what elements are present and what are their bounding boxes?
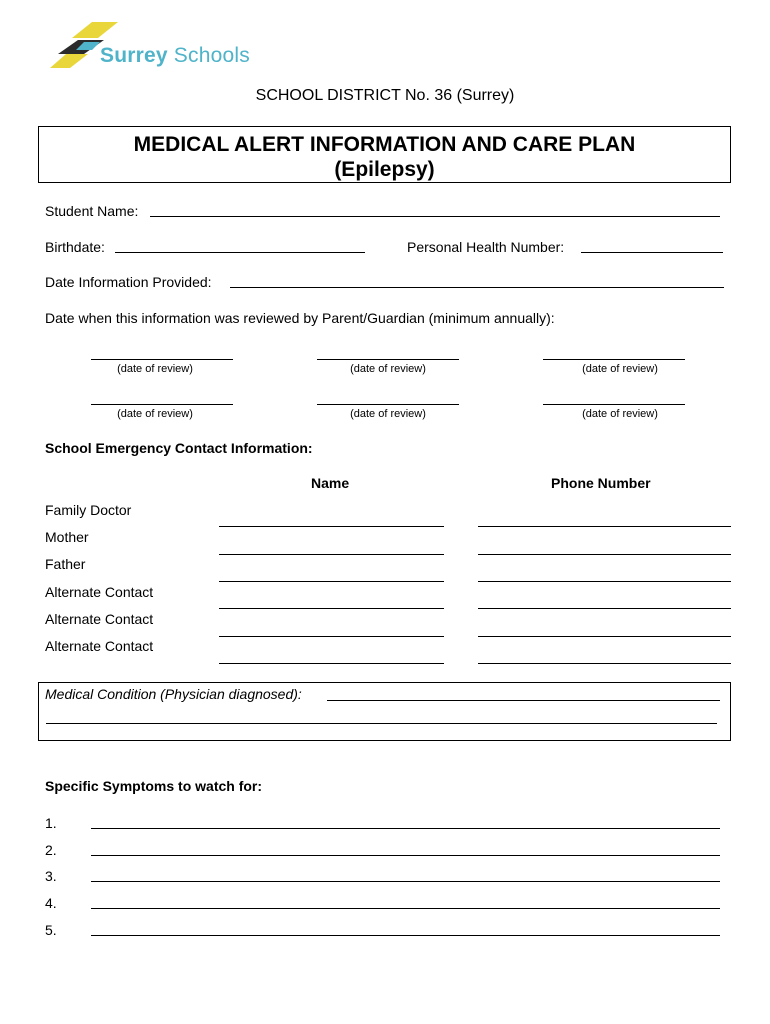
logo-brand-bold: Surrey	[100, 44, 168, 67]
review-caption: (date of review)	[117, 363, 193, 375]
symptom-field[interactable]	[91, 908, 720, 909]
review-date-field[interactable]	[91, 359, 233, 360]
contact-row-label: Father	[45, 556, 86, 572]
logo-wordmark	[100, 44, 250, 68]
medical-condition-field-2[interactable]	[46, 723, 717, 724]
date-provided-label: Date Information Provided:	[45, 274, 212, 290]
contact-phone-field[interactable]	[478, 554, 731, 555]
symptom-field[interactable]	[91, 828, 720, 829]
symptom-number: 2.	[45, 842, 57, 858]
review-date-field[interactable]	[543, 359, 685, 360]
symptom-field[interactable]	[91, 855, 720, 856]
logo-brand-light: Schools	[167, 44, 250, 67]
symptoms-heading: Specific Symptoms to watch for:	[45, 778, 263, 794]
symptom-number: 1.	[45, 815, 57, 831]
contact-name-field[interactable]	[219, 581, 444, 582]
contact-row-label: Family Doctor	[45, 502, 132, 518]
review-caption: (date of review)	[117, 408, 193, 420]
contact-row-label: Mother	[45, 529, 89, 545]
student-name-label: Student Name:	[45, 203, 139, 219]
contact-name-field[interactable]	[219, 663, 444, 664]
symptom-field[interactable]	[91, 935, 720, 936]
title-box	[38, 126, 731, 183]
medical-condition-field[interactable]	[327, 700, 720, 701]
review-date-field[interactable]	[543, 404, 685, 405]
contact-phone-field[interactable]	[478, 663, 731, 664]
review-caption: (date of review)	[350, 363, 426, 375]
review-note: Date when this information was reviewed by Parent/Guardian (minimum annually):	[45, 310, 555, 326]
medical-condition-label: Medical Condition (Physician diagnosed):	[45, 686, 302, 702]
review-caption: (date of review)	[582, 363, 658, 375]
contact-row-label: Alternate Contact	[45, 638, 154, 654]
review-caption: (date of review)	[582, 408, 658, 420]
contacts-col-name: Name	[311, 475, 350, 491]
symptom-number: 3.	[45, 868, 57, 884]
review-date-field[interactable]	[317, 404, 459, 405]
contact-phone-field[interactable]	[478, 581, 731, 582]
contact-name-field[interactable]	[219, 554, 444, 555]
review-date-field[interactable]	[91, 404, 233, 405]
contact-name-field[interactable]	[219, 608, 444, 609]
contact-phone-field[interactable]	[478, 636, 731, 637]
symptom-number: 5.	[45, 922, 57, 938]
birthdate-label: Birthdate:	[45, 239, 105, 255]
birthdate-field[interactable]	[115, 252, 365, 253]
form-title: MEDICAL ALERT INFORMATION AND CARE PLAN	[133, 133, 636, 156]
form-subtitle: (Epilepsy)	[334, 158, 435, 181]
contact-row-label: Alternate Contact	[45, 611, 154, 627]
contact-name-field[interactable]	[219, 526, 444, 527]
contact-phone-field[interactable]	[478, 526, 731, 527]
contact-phone-field[interactable]	[478, 608, 731, 609]
symptom-number: 4.	[45, 895, 57, 911]
district-heading: SCHOOL DISTRICT No. 36 (Surrey)	[255, 87, 515, 104]
date-provided-field[interactable]	[230, 287, 724, 288]
review-date-field[interactable]	[317, 359, 459, 360]
symptom-field[interactable]	[91, 881, 720, 882]
contact-row-label: Alternate Contact	[45, 584, 154, 600]
student-name-field[interactable]	[150, 216, 720, 217]
phn-label: Personal Health Number:	[407, 239, 565, 255]
contacts-heading: School Emergency Contact Information:	[45, 440, 313, 456]
contact-name-field[interactable]	[219, 636, 444, 637]
contacts-col-phone: Phone Number	[551, 475, 651, 491]
review-caption: (date of review)	[350, 408, 426, 420]
phn-field[interactable]	[581, 252, 723, 253]
